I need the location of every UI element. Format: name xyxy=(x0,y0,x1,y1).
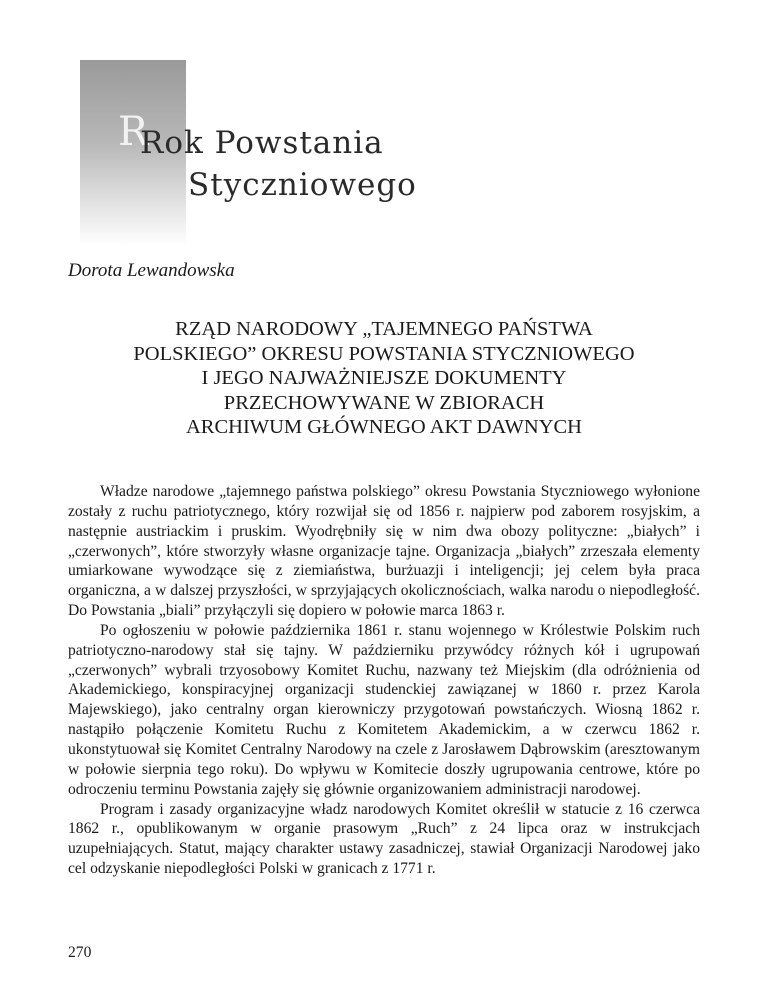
author-name: Dorota Lewandowska xyxy=(68,260,235,281)
section-drop-letter: R xyxy=(118,109,149,155)
body-paragraph: Program i zasady organizacyjne władz narodowych Komitet określił w statucie z 16 czerwca 1862 r., opublikowanym w organie prasowym „Ruch” z 24 lipca oraz w instrukcjach uzupełniających. Statut, mający charakter ustawy zasadniczej, stawiał Organizacji Narodowej jako cel odzyskanie niepodległości Polski w granicach z 1771 r. xyxy=(68,800,700,878)
article-title-line: RZĄD NARODOWY „TAJEMNEGO PAŃSTWA xyxy=(175,318,593,340)
article-body xyxy=(68,482,700,879)
article-title-line: I JEGO NAJWAŻNIEJSZE DOKUMENTY xyxy=(201,367,567,389)
page-number: 270 xyxy=(68,944,92,961)
section-title-line-1: Rok Powstania xyxy=(140,125,384,161)
body-paragraph: Po ogłoszeniu w połowie października 1861 r. stanu wojennego w Królestwie Polskim ruch patriotyczno-narodowy stał się tajny. W październiku przywódcy różnych kół i ugrupowań „czerwonych” wybrali trzyosobowy Komitet Ruchu, nazwany też Miejskim (dla odróżnienia od Akademickiego, konspiracyjnej organizacji studenckiej zawiązanej w 1860 r. przez Karola Majewskiego), jako centralny organ kierowniczy przygotowań powstańczych. Wiosną 1862 r. nastąpiło połączenie Komitetu Ruchu z Komitetem Akademickim, a w czerwcu 1862 r. ukonstytuował się Komitet Centralny Narodowy na czele z Jarosławem Dąbrowskim (aresztowanym w połowie sierpnia tego roku). Do wpływu w Komitecie doszły ugrupowania centrowe, które po odroczeniu terminu Powstania zajęły się głównie organizowaniem administracji narodowej. xyxy=(68,621,700,798)
article-title-line: ARCHIWUM GŁÓWNEGO AKT DAWNYCH xyxy=(186,416,582,438)
article-title-line: POLSKIEGO” OKRESU POWSTANIA STYCZNIOWEGO xyxy=(133,342,635,365)
section-title-line-2: Styczniowego xyxy=(188,167,417,203)
body-paragraph: Władze narodowe „tajemnego państwa polskiego” okresu Powstania Styczniowego wyłonione zostały z ruchu patriotycznego, który rozwijał się od 1856 r. najpierw pod zaborem rosyjskim, a następnie austriackim i pruskim. Wyodrębniły się w nim dwa obozy polityczne: „białych” i „czerwonych”, które stworzyły własne organizacje tajne. Organizacja „białych” zrzeszała elementy umiarkowane wywodzące się z ziemiaństwa, burżuazji i inteligencji; jej celem była praca organiczna, a w dalszej przyszłości, w sprzyjających okolicznościach, walka narodu o niepodległość. Do Powstania „biali” przyłączyli się dopiero w połowie marca 1863 r. xyxy=(68,483,700,620)
article-title-line: PRZECHOWYWANE W ZBIORACH xyxy=(223,391,545,414)
article-title xyxy=(68,317,700,440)
